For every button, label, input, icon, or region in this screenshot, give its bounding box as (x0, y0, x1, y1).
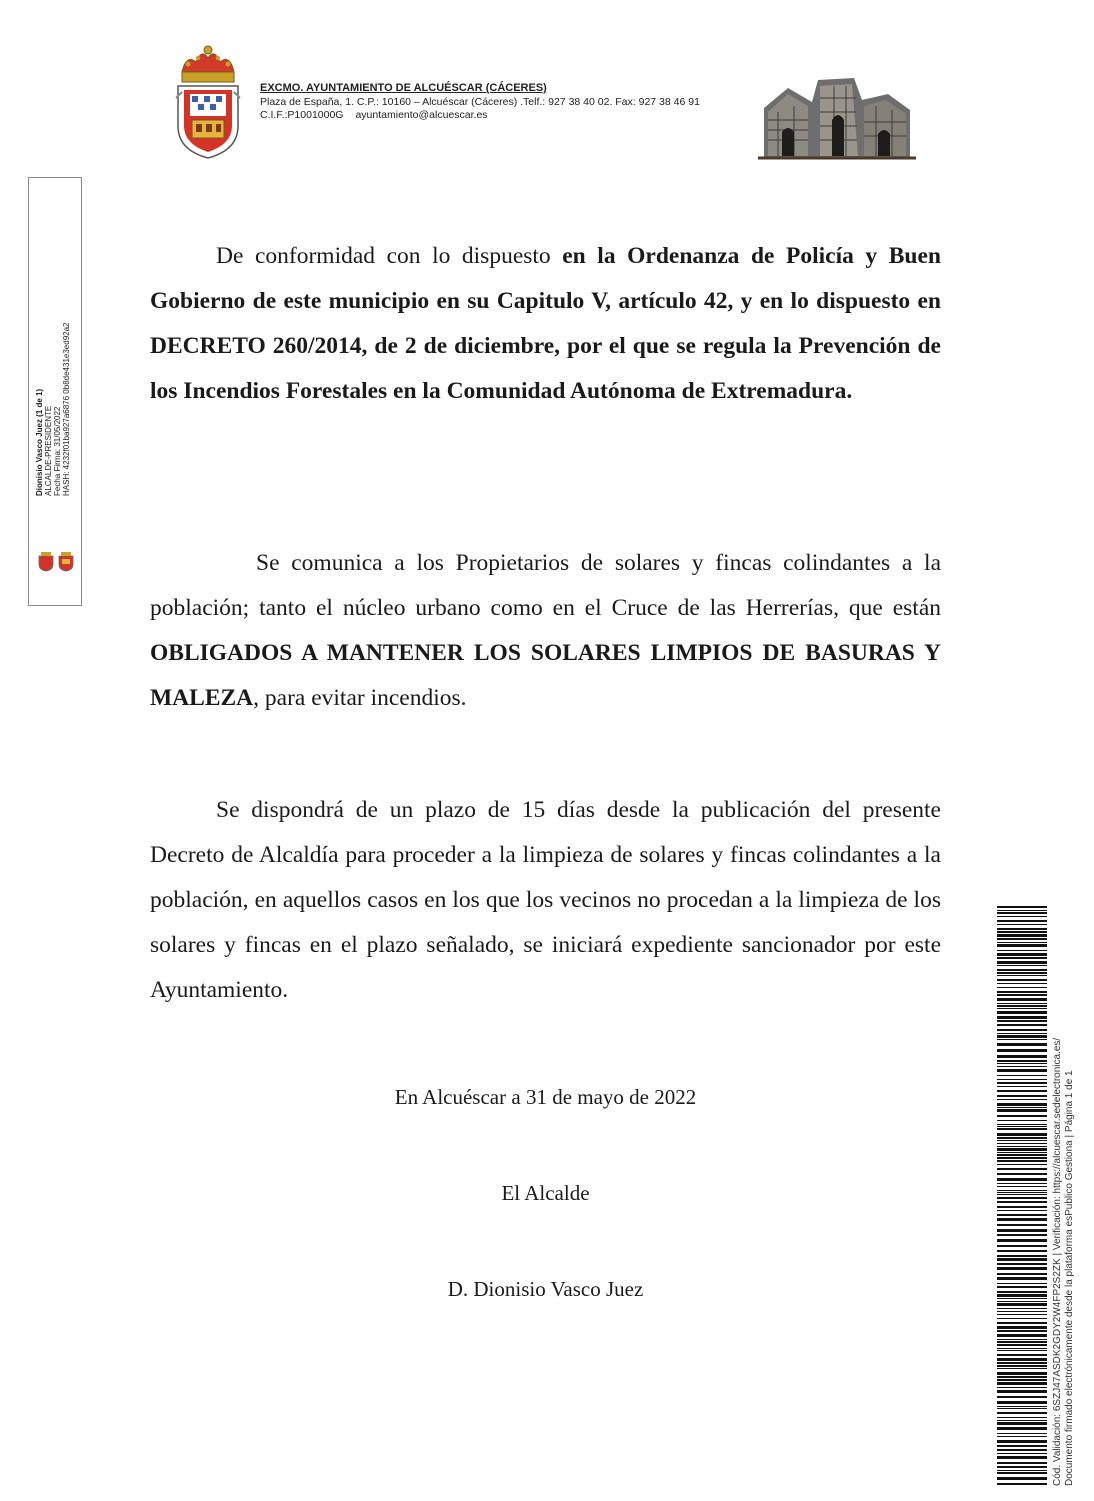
signature-seal-icons (36, 550, 76, 572)
signature-hash: HASH: 4232f01ba927a6876 0b8de431e3ed92a2 (62, 322, 71, 496)
church-photo (758, 70, 916, 160)
paragraph-obligation-end: , para evitar incendios. (253, 685, 467, 711)
validation-code: Cód. Validación: 6SZJ47ASDK2GDY2W4FP2S2ZK | Verificación: https://alcuescar.sedelectronica.es/ (1052, 1037, 1063, 1486)
validation-info (1052, 966, 1076, 1486)
paragraph-obligation-intro: Se comunica a los Propietarios de solares y fincas colindantes a la población; tanto el núcleo urbano como en el Cruce de las Herrerías, que están (150, 550, 941, 621)
letterhead (260, 82, 700, 123)
paragraph-legal-basis-bold: en la Ordenanza de Policía y Buen Gobierno de este municipio en su Capitulo V, artículo 42, y en lo dispuesto en DECRETO 260/2014, de 2 de diciembre, por el que se regula la Prevención de los Incendios Forestales en la Comunidad Autónoma de Extremadura. (150, 243, 941, 404)
paragraph-obligation (150, 541, 941, 721)
signature-details (35, 96, 71, 496)
letterhead-address: Plaza de España, 1. C.P.: 10160 – Alcuéscar (Cáceres) .Telf.: 927 38 40 02. Fax: 927 38 46 91 (260, 95, 700, 108)
letterhead-title: EXCMO. AYUNTAMIENTO DE ALCUÉSCAR (CÁCERES) (260, 82, 547, 94)
signature-date: Fecha Firma: 31/05/2022 (53, 406, 62, 496)
validation-barcode (997, 906, 1047, 1486)
paragraph-legal-basis-intro: De conformidad con lo dispuesto (216, 243, 563, 269)
paragraph-deadline (150, 788, 941, 1013)
validation-platform: Documento firmado electrónicamente desde la plataforma esPublico Gestiona | Página 1 de 1 (1064, 1070, 1075, 1486)
place-date: En Alcuéscar a 31 de mayo de 2022 (394, 1085, 697, 1109)
signer-full-name: D. Dionisio Vasco Juez (447, 1277, 644, 1301)
signer-title: El Alcalde (501, 1181, 590, 1205)
paragraph-legal-basis (150, 234, 941, 414)
paragraph-deadline-text: Se dispondrá de un plazo de 15 días desde la publicación del presente Decreto de Alcaldía para proceder a la limpieza de solares y fincas colindantes a la población, en aquellos casos en los que los vecinos no procedan a la limpieza de los solares y fincas en el plazo señalado, se iniciará expediente sancionador por este Ayuntamiento. (150, 797, 941, 1003)
signature-strip (28, 177, 82, 606)
letterhead-cif: C.I.F.:P1001000G (260, 109, 344, 121)
signer-role: ALCALDE-PRESIDENTE (44, 405, 53, 496)
letterhead-contact (260, 109, 700, 123)
letterhead-email: ayuntamiento@alcuescar.es (355, 109, 488, 121)
paragraph-obligation-bold: OBLIGADOS A MANTENER LOS SOLARES LIMPIOS DE BASURAS Y MALEZA (150, 640, 941, 711)
coat-of-arms-logo (172, 42, 244, 160)
signer-name: Dionisio Vasco Juez (1 de 1) (35, 388, 44, 496)
